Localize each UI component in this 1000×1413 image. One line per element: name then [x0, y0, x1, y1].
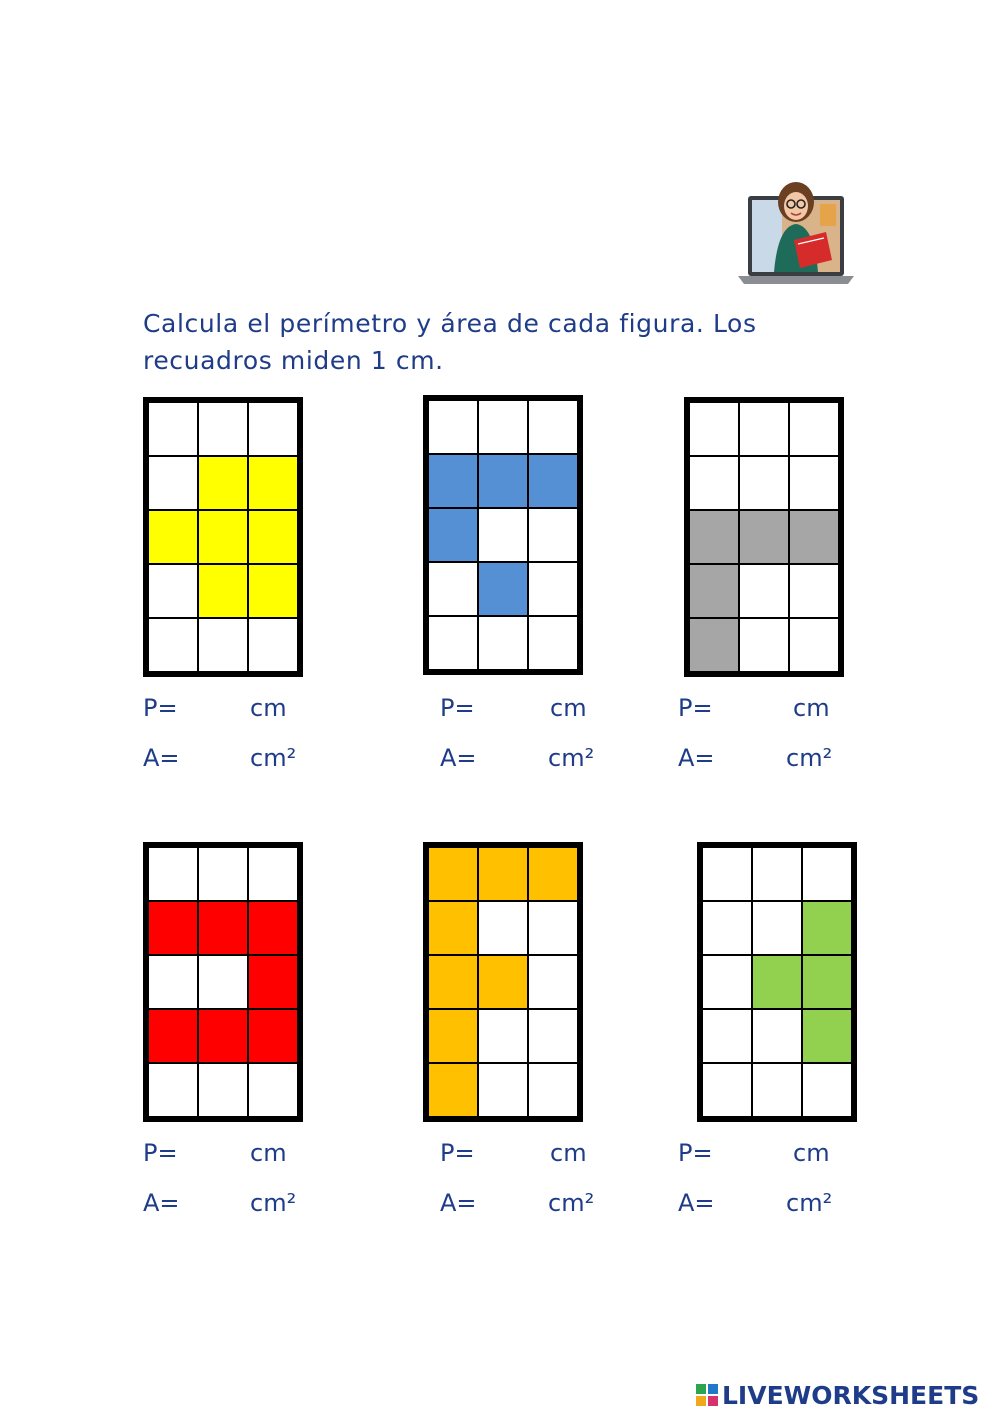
empty-cell [478, 616, 528, 670]
shaded-cell [789, 510, 839, 564]
shaded-cell [752, 955, 802, 1009]
shaded-cell [248, 901, 298, 955]
empty-cell [478, 1063, 528, 1117]
empty-cell [148, 564, 198, 618]
teacher-avatar-icon [734, 176, 858, 286]
figure-grid-5 [423, 842, 583, 1122]
empty-cell [148, 618, 198, 672]
perimeter-unit: cm [793, 694, 830, 722]
shaded-cell [428, 901, 478, 955]
empty-cell [689, 456, 739, 510]
area-label: A= [440, 744, 477, 772]
empty-cell [789, 618, 839, 672]
empty-cell [198, 955, 248, 1009]
empty-cell [739, 402, 789, 456]
empty-cell [752, 1009, 802, 1063]
perimeter-unit: cm [550, 1139, 587, 1167]
empty-cell [702, 1063, 752, 1117]
empty-cell [198, 618, 248, 672]
empty-cell [198, 402, 248, 456]
shaded-cell [248, 1009, 298, 1063]
shaded-cell [689, 564, 739, 618]
shaded-cell [148, 510, 198, 564]
figure-grid-2 [423, 395, 583, 675]
empty-cell [752, 1063, 802, 1117]
instruction-text [143, 305, 863, 379]
shaded-cell [478, 454, 528, 508]
shaded-cell [198, 456, 248, 510]
shaded-cell [248, 456, 298, 510]
perimeter-unit: cm [250, 1139, 287, 1167]
empty-cell [789, 564, 839, 618]
shaded-cell [248, 564, 298, 618]
instruction-line-1: Calcula el perímetro y área de cada figura. Los [143, 309, 757, 338]
shaded-cell [739, 510, 789, 564]
empty-cell [428, 616, 478, 670]
empty-cell [198, 1063, 248, 1117]
empty-cell [702, 901, 752, 955]
empty-cell [148, 456, 198, 510]
perimeter-unit: cm [250, 694, 287, 722]
empty-cell [739, 456, 789, 510]
empty-cell [789, 456, 839, 510]
empty-cell [789, 402, 839, 456]
perimeter-label: P= [678, 1139, 713, 1167]
shaded-cell [198, 564, 248, 618]
empty-cell [478, 901, 528, 955]
empty-cell [248, 402, 298, 456]
empty-cell [702, 1009, 752, 1063]
empty-cell [428, 400, 478, 454]
instruction-line-2: recuadros miden 1 cm. [143, 346, 444, 375]
perimeter-label: P= [143, 694, 178, 722]
liveworksheets-footer [696, 1378, 979, 1412]
area-label: A= [440, 1189, 477, 1217]
empty-cell [528, 400, 578, 454]
empty-cell [702, 955, 752, 1009]
shaded-cell [528, 847, 578, 901]
perimeter-unit: cm [793, 1139, 830, 1167]
shaded-cell [198, 510, 248, 564]
shaded-cell [148, 1009, 198, 1063]
shaded-cell [428, 454, 478, 508]
shaded-cell [428, 955, 478, 1009]
liveworksheets-brand: LIVEWORKSHEETS [722, 1380, 980, 1410]
perimeter-label: P= [440, 694, 475, 722]
area-unit: cm² [548, 744, 595, 772]
figure-grid-6 [697, 842, 857, 1122]
empty-cell [428, 562, 478, 616]
empty-cell [528, 955, 578, 1009]
liveworksheets-logo-icon [696, 1384, 718, 1406]
area-unit: cm² [250, 744, 297, 772]
empty-cell [148, 955, 198, 1009]
shaded-cell [428, 847, 478, 901]
empty-cell [528, 508, 578, 562]
shaded-cell [428, 508, 478, 562]
shaded-cell [478, 847, 528, 901]
area-unit: cm² [786, 744, 833, 772]
empty-cell [739, 564, 789, 618]
empty-cell [689, 402, 739, 456]
figure-grid-1 [143, 397, 303, 677]
empty-cell [198, 847, 248, 901]
perimeter-label: P= [678, 694, 713, 722]
shaded-cell [478, 562, 528, 616]
shaded-cell [428, 1063, 478, 1117]
empty-cell [478, 400, 528, 454]
shaded-cell [248, 955, 298, 1009]
figure-grid-4 [143, 842, 303, 1122]
empty-cell [148, 1063, 198, 1117]
area-unit: cm² [548, 1189, 595, 1217]
shaded-cell [148, 901, 198, 955]
empty-cell [528, 562, 578, 616]
figure-grid-3 [684, 397, 844, 677]
empty-cell [528, 1063, 578, 1117]
empty-cell [478, 1009, 528, 1063]
empty-cell [802, 1063, 852, 1117]
shaded-cell [802, 955, 852, 1009]
empty-cell [248, 1063, 298, 1117]
perimeter-label: P= [440, 1139, 475, 1167]
shaded-cell [428, 1009, 478, 1063]
area-unit: cm² [250, 1189, 297, 1217]
shaded-cell [689, 510, 739, 564]
shaded-cell [802, 1009, 852, 1063]
area-unit: cm² [786, 1189, 833, 1217]
empty-cell [528, 616, 578, 670]
perimeter-unit: cm [550, 694, 587, 722]
empty-cell [702, 847, 752, 901]
empty-cell [528, 901, 578, 955]
area-label: A= [678, 1189, 715, 1217]
empty-cell [739, 618, 789, 672]
empty-cell [148, 402, 198, 456]
empty-cell [148, 847, 198, 901]
area-label: A= [678, 744, 715, 772]
shaded-cell [802, 901, 852, 955]
shaded-cell [198, 901, 248, 955]
shaded-cell [198, 1009, 248, 1063]
area-label: A= [143, 1189, 180, 1217]
empty-cell [802, 847, 852, 901]
shaded-cell [528, 454, 578, 508]
area-label: A= [143, 744, 180, 772]
empty-cell [752, 847, 802, 901]
empty-cell [528, 1009, 578, 1063]
empty-cell [248, 847, 298, 901]
shaded-cell [689, 618, 739, 672]
empty-cell [752, 901, 802, 955]
perimeter-label: P= [143, 1139, 178, 1167]
shaded-cell [478, 955, 528, 1009]
empty-cell [248, 618, 298, 672]
shaded-cell [248, 510, 298, 564]
empty-cell [478, 508, 528, 562]
